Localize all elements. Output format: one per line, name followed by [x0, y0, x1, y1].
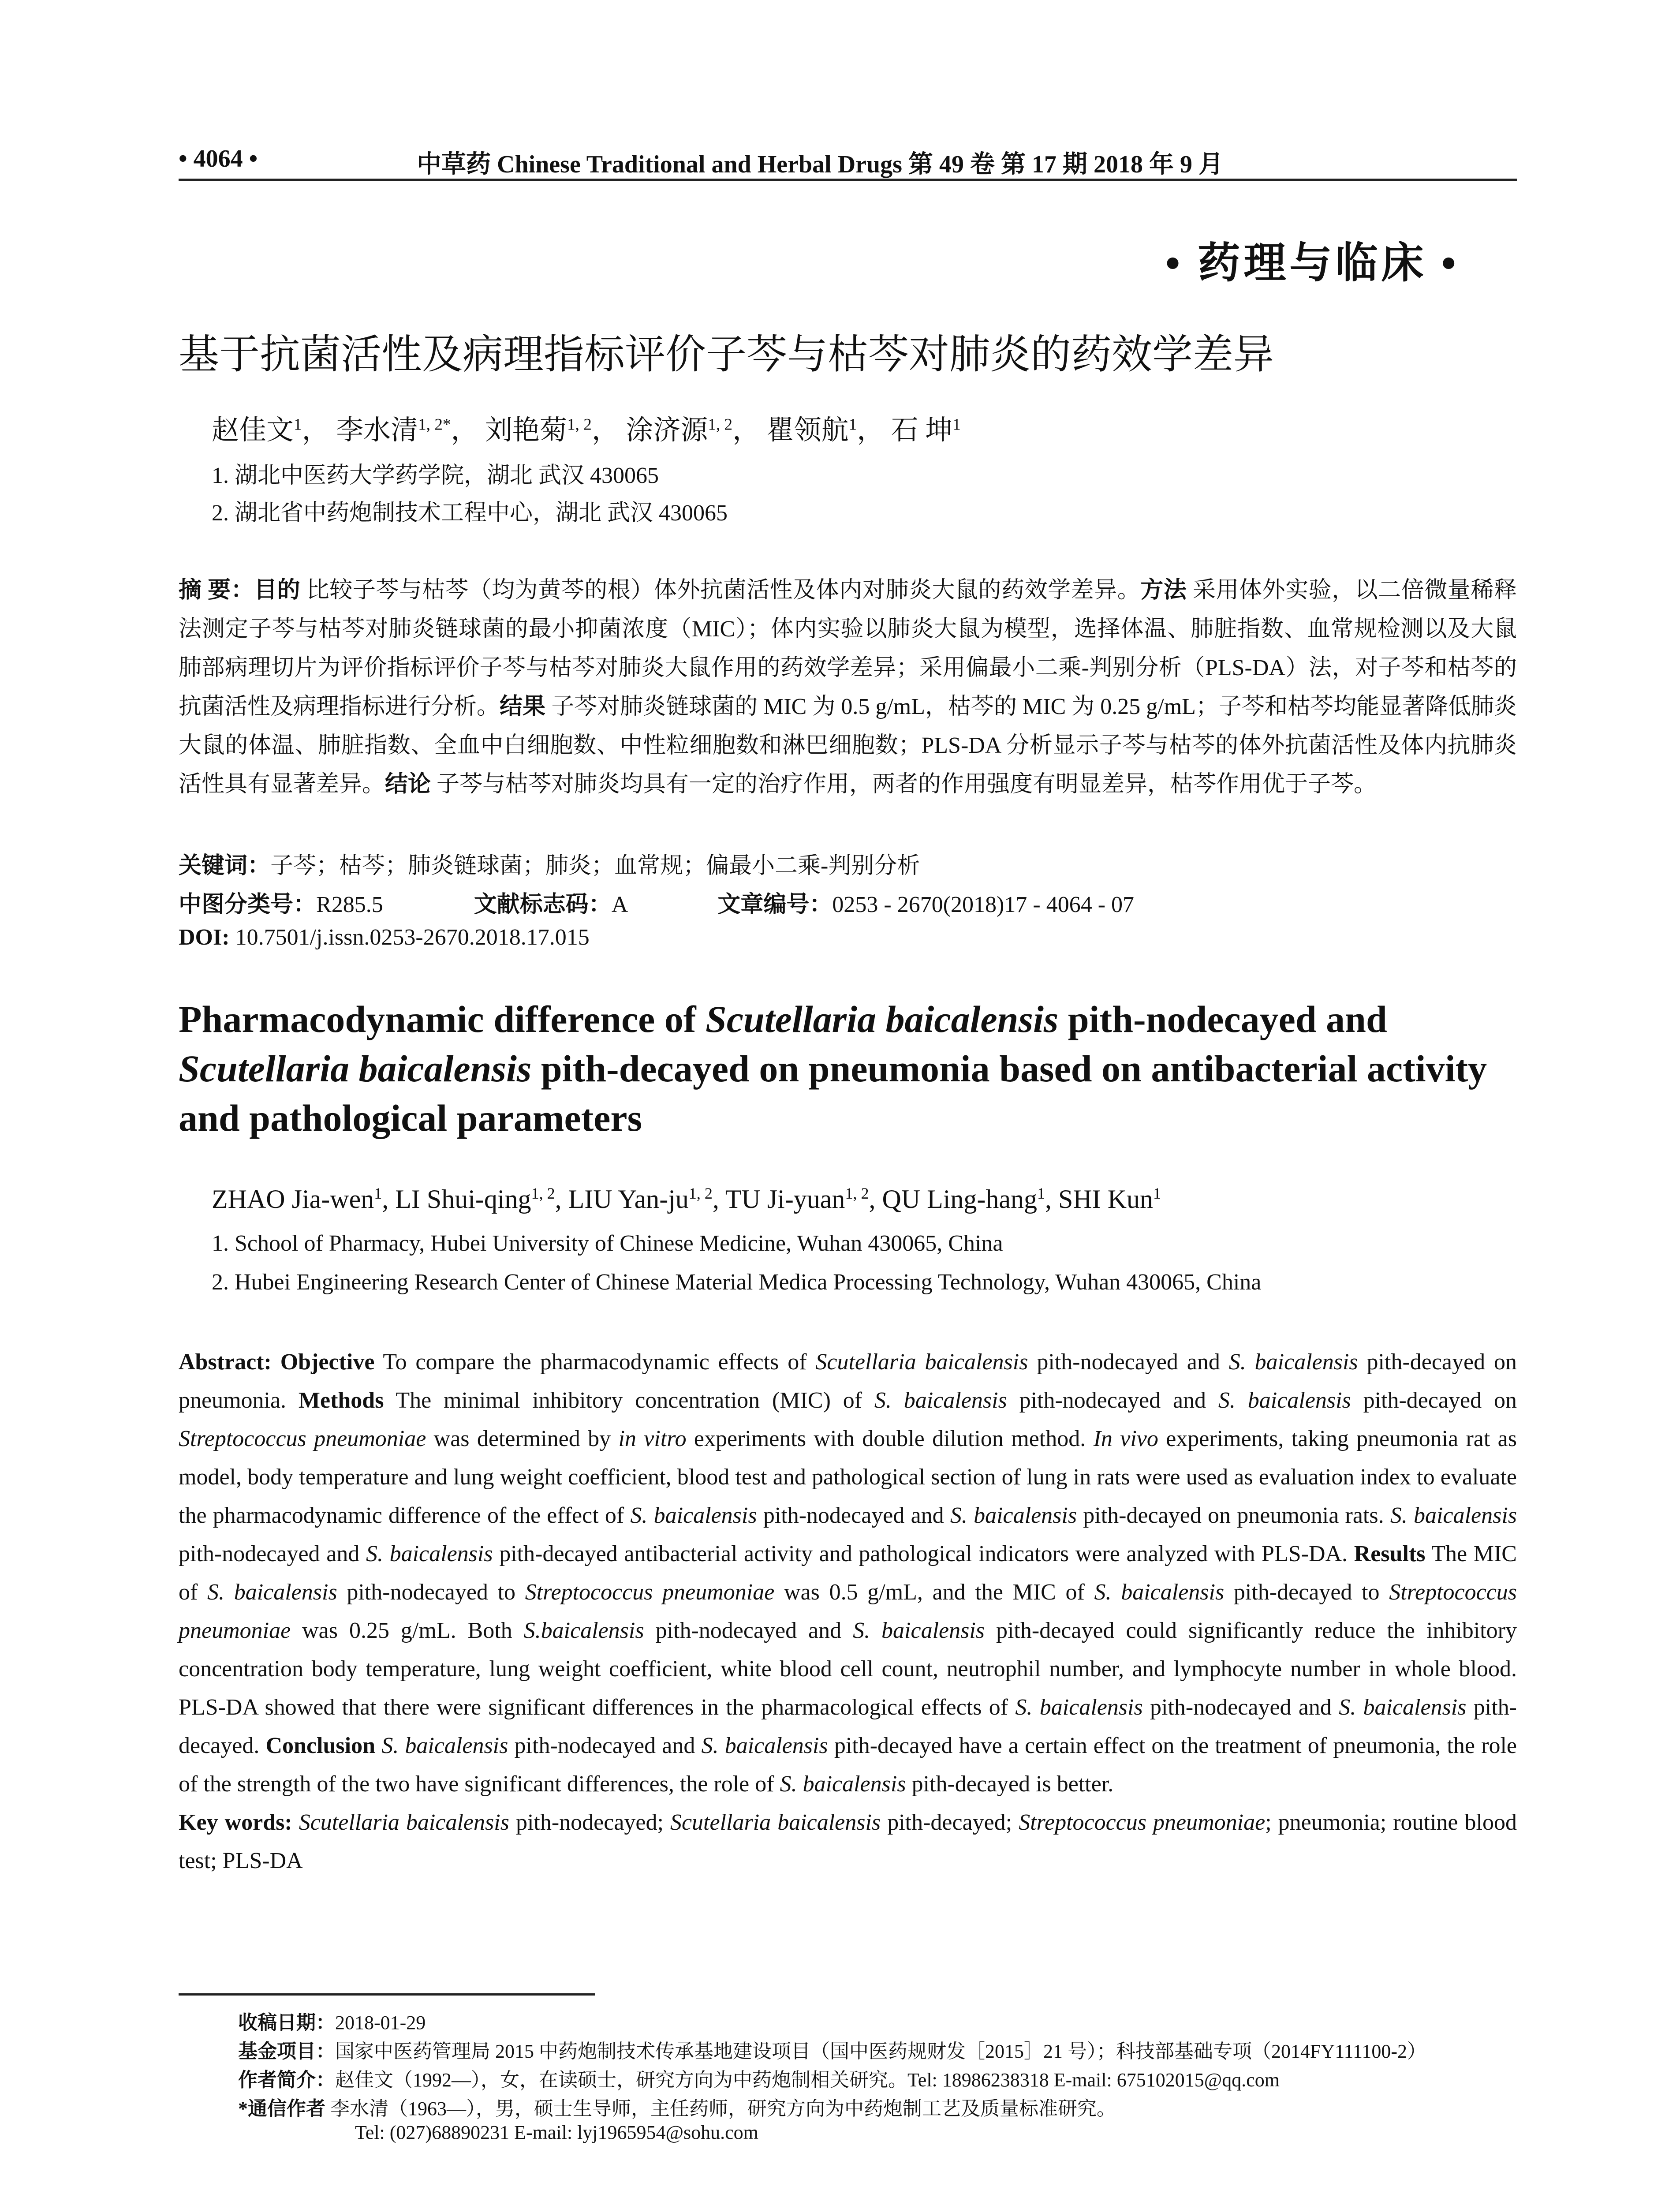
affiliation-mark: 1	[1037, 1185, 1045, 1202]
species-name: S. baicalensis	[1218, 1388, 1351, 1413]
abstract-text: pith-decayed to	[1224, 1580, 1389, 1605]
abstract-english	[179, 1343, 1517, 1880]
abstract-text: pith-nodecayed and	[508, 1733, 702, 1758]
keywords-chinese	[179, 847, 920, 880]
affiliation-en-2: 2. Hubei Engineering Research Center of Chinese Material Medica Processing Technology, Wuhan 430065, China	[212, 1270, 1262, 1295]
abstract-objective-label: Abstract: Objective	[179, 1349, 375, 1375]
author-name: 涂济源	[626, 415, 708, 445]
keyword-text: pith-nodecayed;	[509, 1810, 670, 1835]
title-part: pith-nodecayed and	[1058, 998, 1387, 1040]
abstract-text: pith-nodecayed and	[757, 1503, 950, 1528]
abstract-label: 摘 要：	[179, 578, 254, 603]
abstract-text: pith-nodecayed to	[337, 1580, 525, 1605]
abstract-text: experiments with double dilution method.	[686, 1426, 1094, 1451]
latin-term: In vivo	[1093, 1426, 1158, 1451]
authors-chinese: 赵佳文$^1$， 李水清$^{1, 2*}$， 刘艳菊$^{1, 2}$， 涂济源$^{1, 2}$， 瞿领航$^1$， 石 坤$^1$	[212, 415, 961, 445]
footnote-corresponding	[238, 2093, 1116, 2121]
results-label: 结果	[500, 694, 546, 719]
species-name: S. baicalensis	[207, 1580, 337, 1605]
affiliation-mark: 1	[1153, 1185, 1161, 1202]
species-name: S. baicalensis	[874, 1388, 1007, 1413]
species-name: S. baicalensis	[853, 1618, 985, 1643]
abstract-text: The minimal inhibitory concentration (MIC) of	[384, 1388, 874, 1413]
abstract-text: pith-decayed could significantly reduce the inhibitory concentration body temperature, lung weight coefficient, white blood cell count, neutrophil number, and lymphocyte number in whole blood. PLS-DA showed that there were significant differences in the pharmacological effects of	[179, 1618, 1517, 1720]
authors-english	[212, 1184, 1161, 1215]
title-part: pith-decayed on pneumonia based on antibacterial activity and pathological parameters	[179, 1047, 1487, 1139]
author-name: 赵佳文	[212, 415, 294, 445]
abstract-text: pith-decayed on	[1351, 1388, 1517, 1413]
species-name: Streptococcus pneumoniae	[179, 1580, 1517, 1643]
footnote-corresponding-contact: Tel: (027)68890231 E-mail: lyj1965954@sohu.com	[355, 2122, 758, 2143]
abstract-text: pith-decayed.	[179, 1695, 1517, 1758]
abstract-text: was 0.25 g/mL. Both	[291, 1618, 524, 1643]
doc-code-value: A	[611, 892, 627, 917]
abstract-text: pith-decayed is better.	[906, 1771, 1114, 1797]
doc-code-label: 文献标志码：	[474, 892, 612, 917]
keyword-text: ; pneumonia; routine blood test; PLS-DA	[179, 1810, 1517, 1873]
abstract-text: experiments, taking pneumonia rat as model, body temperature and lung weight coefficient, blood test and pathological section of lung in rats were used as evaluation index to evaluate the pharmacodynamic difference of the effect of	[179, 1426, 1517, 1528]
affiliation-mark: 1, 2*	[418, 415, 451, 434]
article-number-value: 0253 - 2670(2018)17 - 4064 - 07	[832, 892, 1135, 917]
abstract-text: was 0.5 g/mL, and the MIC of	[774, 1580, 1094, 1605]
affiliation-cn-2: 2. 湖北省中药炮制技术工程中心，湖北 武汉 430065	[212, 501, 728, 526]
objective-text: 比较子芩与枯芩（均为黄芩的根）体外抗菌活性及体内对肺炎大鼠的药效学差异。	[300, 578, 1141, 603]
species-name: S. baicalensis	[1339, 1695, 1467, 1720]
affiliation-mark: 1, 2	[531, 1185, 555, 1202]
affiliation-mark: 1, 2	[845, 1185, 869, 1202]
title-chinese: 基于抗菌活性及病理指标评价子芩与枯芩对肺炎的药效学差异	[179, 331, 1274, 378]
abstract-text: pith-decayed antibacterial activity and pathological indicators were analyzed with PLS-DA.	[493, 1541, 1354, 1566]
author-name: 刘艳菊	[485, 415, 567, 445]
abstract-text	[375, 1733, 381, 1758]
page-number: • 4064 •	[179, 145, 258, 172]
objective-label: 目的	[254, 578, 301, 603]
title-species: Scutellaria baicalensis	[179, 1047, 532, 1090]
keyword-species: Scutellaria baicalensis	[292, 1810, 509, 1835]
fund-text: 国家中医药管理局 2015 中药炮制技术传承基地建设项目（国中医药规财发［2015］21 号）；科技部基础专项（2014FY111100-2）	[335, 2041, 1426, 2062]
affiliation-mark: 1, 2	[708, 415, 733, 434]
affiliation-mark: 1	[374, 1185, 382, 1202]
species-name: Streptococcus pneumoniae	[525, 1580, 775, 1605]
affiliation-mark: 1	[294, 415, 302, 434]
keyword-species: Scutellaria baicalensis	[670, 1810, 881, 1835]
author-name: 瞿领航	[766, 415, 849, 445]
doi-label: DOI:	[179, 925, 230, 950]
author-bio-text: 赵佳文（1992—），女，在读硕士，研究方向为中药炮制相关研究。Tel: 18986238318 E-mail: 675102015@qq.com	[335, 2069, 1280, 2091]
species-name: S. baicalensis	[630, 1503, 757, 1528]
species-name: S. baicalensis	[1015, 1695, 1143, 1720]
methods-label: Methods	[298, 1388, 384, 1413]
species-name: S. baicalensis	[780, 1771, 906, 1797]
running-header	[179, 137, 1517, 181]
results-text: 子芩对肺炎链球菌的 MIC 为 0.5 g/mL，枯芩的 MIC 为 0.25 g/mL；子芩和枯芩均能显著降低肺炎大鼠的体温、肺脏指数、全血中白细胞数、中性粒细胞数和淋巴细胞数；PLS-DA 分析显示子芩与枯芩的体外抗菌活性及体内抗肺炎活性具有显著差异。	[179, 694, 1517, 797]
methods-text: 采用体外实验，以二倍微量稀释法测定子芩与枯芩对肺炎链球菌的最小抑菌浓度（MIC）；体内实验以肺炎大鼠为模型，选择体温、肺脏指数、血常规检测以及大鼠肺部病理切片为评价指标评价子芩与枯芩对肺炎大鼠作用的药效学差异；采用偏最小二乘-判别分析（PLS-DA）法，对子芩和枯芩的抗菌活性及病理指标进行分析。	[179, 578, 1517, 719]
author-name: , TU Ji-yuan	[712, 1185, 845, 1214]
corresponding-text: 李水清（1963—），男，硕士生导师，主任药师，研究方向为中药炮制工艺及质量标准研究。	[325, 2098, 1116, 2119]
species-name: S. baicalensis	[701, 1733, 828, 1758]
title-species: Scutellaria baicalensis	[705, 998, 1059, 1040]
clc-label: 中图分类号：	[179, 892, 317, 917]
footnote-author	[238, 2064, 1280, 2092]
keywords-en-label: Key words:	[179, 1810, 292, 1835]
abstract-text: pith-decayed have a certain effect on the treatment of pneumonia, the role of the strength of the two have significant differences, the role of	[179, 1733, 1517, 1797]
results-label: Results	[1354, 1541, 1426, 1566]
abstract-text: pith-decayed on pneumonia.	[179, 1349, 1517, 1413]
conclusion-label: Conclusion	[265, 1733, 376, 1758]
keyword-text: pith-decayed;	[881, 1810, 1019, 1835]
affiliation-mark: 1	[848, 415, 857, 434]
keywords-text: 子芩；枯芩；肺炎链球菌；肺炎；血常规；偏最小二乘-判别分析	[270, 853, 920, 878]
abstract-text: was determined by	[426, 1426, 619, 1451]
article-number-label: 文章编号：	[717, 892, 833, 917]
corresponding-label: *通信作者	[238, 2098, 325, 2119]
abstract-text: To compare the pharmacodynamic effects of	[374, 1349, 816, 1375]
abstract-text: pith-nodecayed and	[179, 1541, 366, 1566]
affiliation-en-1: 1. School of Pharmacy, Hubei University of Chinese Medicine, Wuhan 430065, China	[212, 1231, 1003, 1256]
keyword-species: Streptococcus pneumoniae	[1019, 1810, 1266, 1835]
title-part: Pharmacodynamic difference of	[179, 998, 706, 1040]
journal-line: 中草药 Chinese Traditional and Herbal Drugs 第 49 卷 第 17 期 2018 年 9 月	[417, 151, 1223, 178]
species-name: S. baicalensis	[1228, 1349, 1358, 1375]
footnote-fund	[238, 2035, 1426, 2063]
species-name: Streptococcus pneumoniae	[179, 1426, 426, 1451]
author-name: , SHI Kun	[1045, 1185, 1154, 1214]
affiliation-cn-1: 1. 湖北中医药大学药学院，湖北 武汉 430065	[212, 463, 659, 488]
fund-label: 基金项目：	[238, 2041, 335, 2062]
author-name: , LIU Yan-ju	[555, 1185, 689, 1214]
doi-value[interactable]: 10.7501/j.issn.0253-2670.2018.17.015	[229, 925, 590, 950]
author-bio-label: 作者简介：	[238, 2069, 335, 2091]
footnote-received	[238, 2007, 426, 2035]
footnote-divider	[179, 1993, 595, 1996]
author-name: , LI Shui-qing	[382, 1185, 531, 1214]
affiliation-mark: 1	[952, 415, 961, 434]
classification-line	[179, 886, 1134, 919]
species-name: S. baicalensis	[1390, 1503, 1517, 1528]
species-name: S. baicalensis	[366, 1541, 493, 1566]
species-name: S. baicalensis	[950, 1503, 1077, 1528]
doi-line	[179, 924, 590, 950]
author-name: ZHAO Jia-wen	[212, 1185, 374, 1214]
methods-label: 方法	[1140, 578, 1187, 603]
abstract-text: pith-nodecayed and	[1007, 1388, 1218, 1413]
abstract-text: pith-decayed on pneumonia rats.	[1077, 1503, 1390, 1528]
affiliation-mark: 1, 2	[688, 1185, 713, 1202]
keywords-label: 关键词：	[179, 853, 271, 878]
author-name: , QU Ling-hang	[869, 1185, 1038, 1214]
abstract-chinese	[179, 571, 1517, 804]
received-label: 收稿日期：	[238, 2012, 335, 2033]
species-name: Scutellaria baicalensis	[815, 1349, 1028, 1375]
received-date: 2018-01-29	[335, 2012, 426, 2033]
clc-value: R285.5	[316, 892, 383, 917]
conclusion-label: 结论	[385, 772, 431, 797]
species-name: S.baicalensis	[523, 1618, 644, 1643]
abstract-text: The MIC of	[179, 1541, 1517, 1605]
latin-term: in vitro	[618, 1426, 687, 1451]
title-english	[179, 994, 1517, 1143]
species-name: S. baicalensis	[1094, 1580, 1225, 1605]
author-name: 李水清	[336, 415, 418, 445]
author-name: 石 坤	[891, 415, 953, 445]
abstract-text: pith-nodecayed and	[1028, 1349, 1229, 1375]
affiliation-mark: 1, 2	[567, 415, 592, 434]
species-name: S. baicalensis	[381, 1733, 508, 1758]
abstract-text: pith-nodecayed and	[1142, 1695, 1339, 1720]
section-label: • 药理与临床 •	[1165, 239, 1460, 287]
abstract-text: pith-nodecayed and	[644, 1618, 853, 1643]
conclusion-text: 子芩与枯芩对肺炎均具有一定的治疗作用，两者的作用强度有明显差异，枯芩作用优于子芩。	[431, 772, 1377, 797]
